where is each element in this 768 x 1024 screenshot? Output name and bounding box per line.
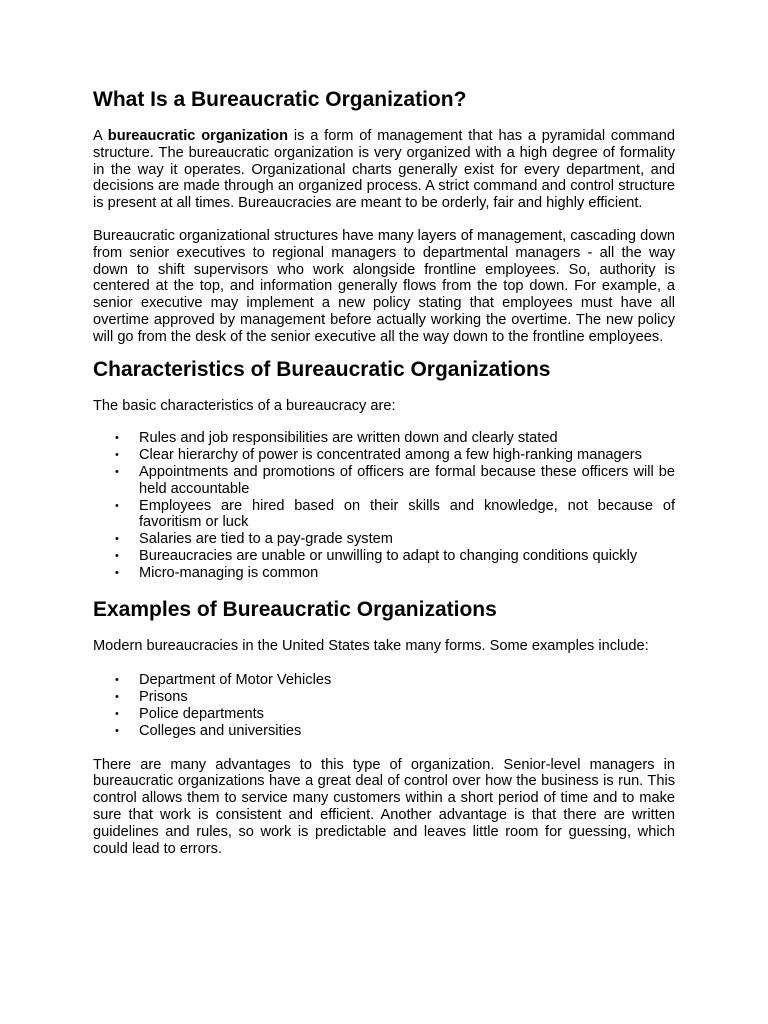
characteristics-list [93, 430, 675, 581]
bullet-icon: • [115, 707, 119, 720]
bullet-icon: • [115, 674, 119, 687]
heading-what-is: What Is a Bureaucratic Organization? [93, 88, 467, 111]
list-item [93, 672, 675, 689]
list-item [93, 565, 675, 582]
list-item-text: Employees are hired based on their skills and knowledge, not because of favoritism or luck [139, 497, 675, 531]
bullet-icon: • [115, 432, 119, 445]
paragraph-structure: Bureaucratic organizational structures have many layers of management, cascading down from senior executives to regional managers to departmental managers - all the way down to shift supervisors who work alongside frontline employees. So, authority is centered at the top, and information generally flows from the top down. For example, a senior executive may implement a new policy stating that employees must have all overtime approved by management before actually working the overtime. The new policy will go from the desk of the senior executive all the way down to the frontline employees. [93, 227, 675, 345]
list-item [93, 430, 675, 447]
list-item [93, 689, 675, 706]
list-item-text: Salaries are tied to a pay-grade system [139, 531, 393, 548]
list-item-text: Micro-managing is common [139, 564, 319, 581]
list-item-text: Department of Motor Vehicles [139, 672, 332, 689]
list-item [93, 706, 675, 723]
list-item-text: Police departments [139, 705, 264, 722]
paragraph-characteristics-intro: The basic characteristics of a bureaucracy are: [93, 397, 396, 414]
bullet-icon: • [115, 566, 119, 579]
list-item [93, 498, 675, 532]
bullet-icon: • [115, 724, 119, 737]
heading-characteristics: Characteristics of Bureaucratic Organizations [93, 357, 551, 381]
paragraph-examples-intro: Modern bureaucracies in the United States take many forms. Some examples include: [93, 637, 649, 654]
list-item-text: Colleges and universities [139, 722, 302, 739]
list-item [93, 548, 675, 565]
list-item [93, 447, 675, 464]
heading-examples: Examples of Bureaucratic Organizations [93, 597, 497, 621]
definition-body: is a form of management that has a pyramidal command structure. The bureaucratic organization is very organized with a high degree of formality in the way it operates. Organizational charts generally exist for every department, and decisions are made through an organized process. A strict command and control structure is present at all times. Bureaucracies are meant to be orderly, fair and highly efficient. [93, 128, 675, 212]
list-item [93, 464, 675, 498]
bullet-icon: • [115, 533, 119, 546]
document-page [93, 86, 675, 857]
bullet-icon: • [115, 499, 119, 512]
list-item-text: Prisons [139, 689, 188, 706]
paragraph-advantages: There are many advantages to this type of organization. Senior-level managers in bureaucratic organizations have a great deal of control over how the business is run. This control allows them to service many customers within a short period of time and to make sure that work is consistent and efficient. Another advantage is that there are written guidelines and rules, so work is predictable and leaves little room for guessing, which could lead to errors. [93, 756, 675, 857]
list-item-text: Clear hierarchy of power is concentrated among a few high-ranking managers [139, 447, 642, 464]
bullet-icon: • [115, 549, 119, 562]
bullet-icon: • [115, 691, 119, 704]
bullet-icon: • [115, 465, 119, 478]
list-item [93, 723, 675, 740]
list-item-text: Appointments and promotions of officers are formal because these officers will be held accountable [139, 463, 675, 497]
definition-term: bureaucratic organization [107, 128, 288, 144]
bullet-icon: • [115, 449, 119, 462]
examples-list [93, 672, 675, 739]
paragraph-definition [93, 128, 675, 212]
list-item [93, 531, 675, 548]
list-item-text: Rules and job responsibilities are written down and clearly stated [139, 430, 558, 447]
definition-prefix: A [93, 128, 108, 144]
list-item-text: Bureaucracies are unable or unwilling to adapt to changing conditions quickly [139, 547, 638, 564]
